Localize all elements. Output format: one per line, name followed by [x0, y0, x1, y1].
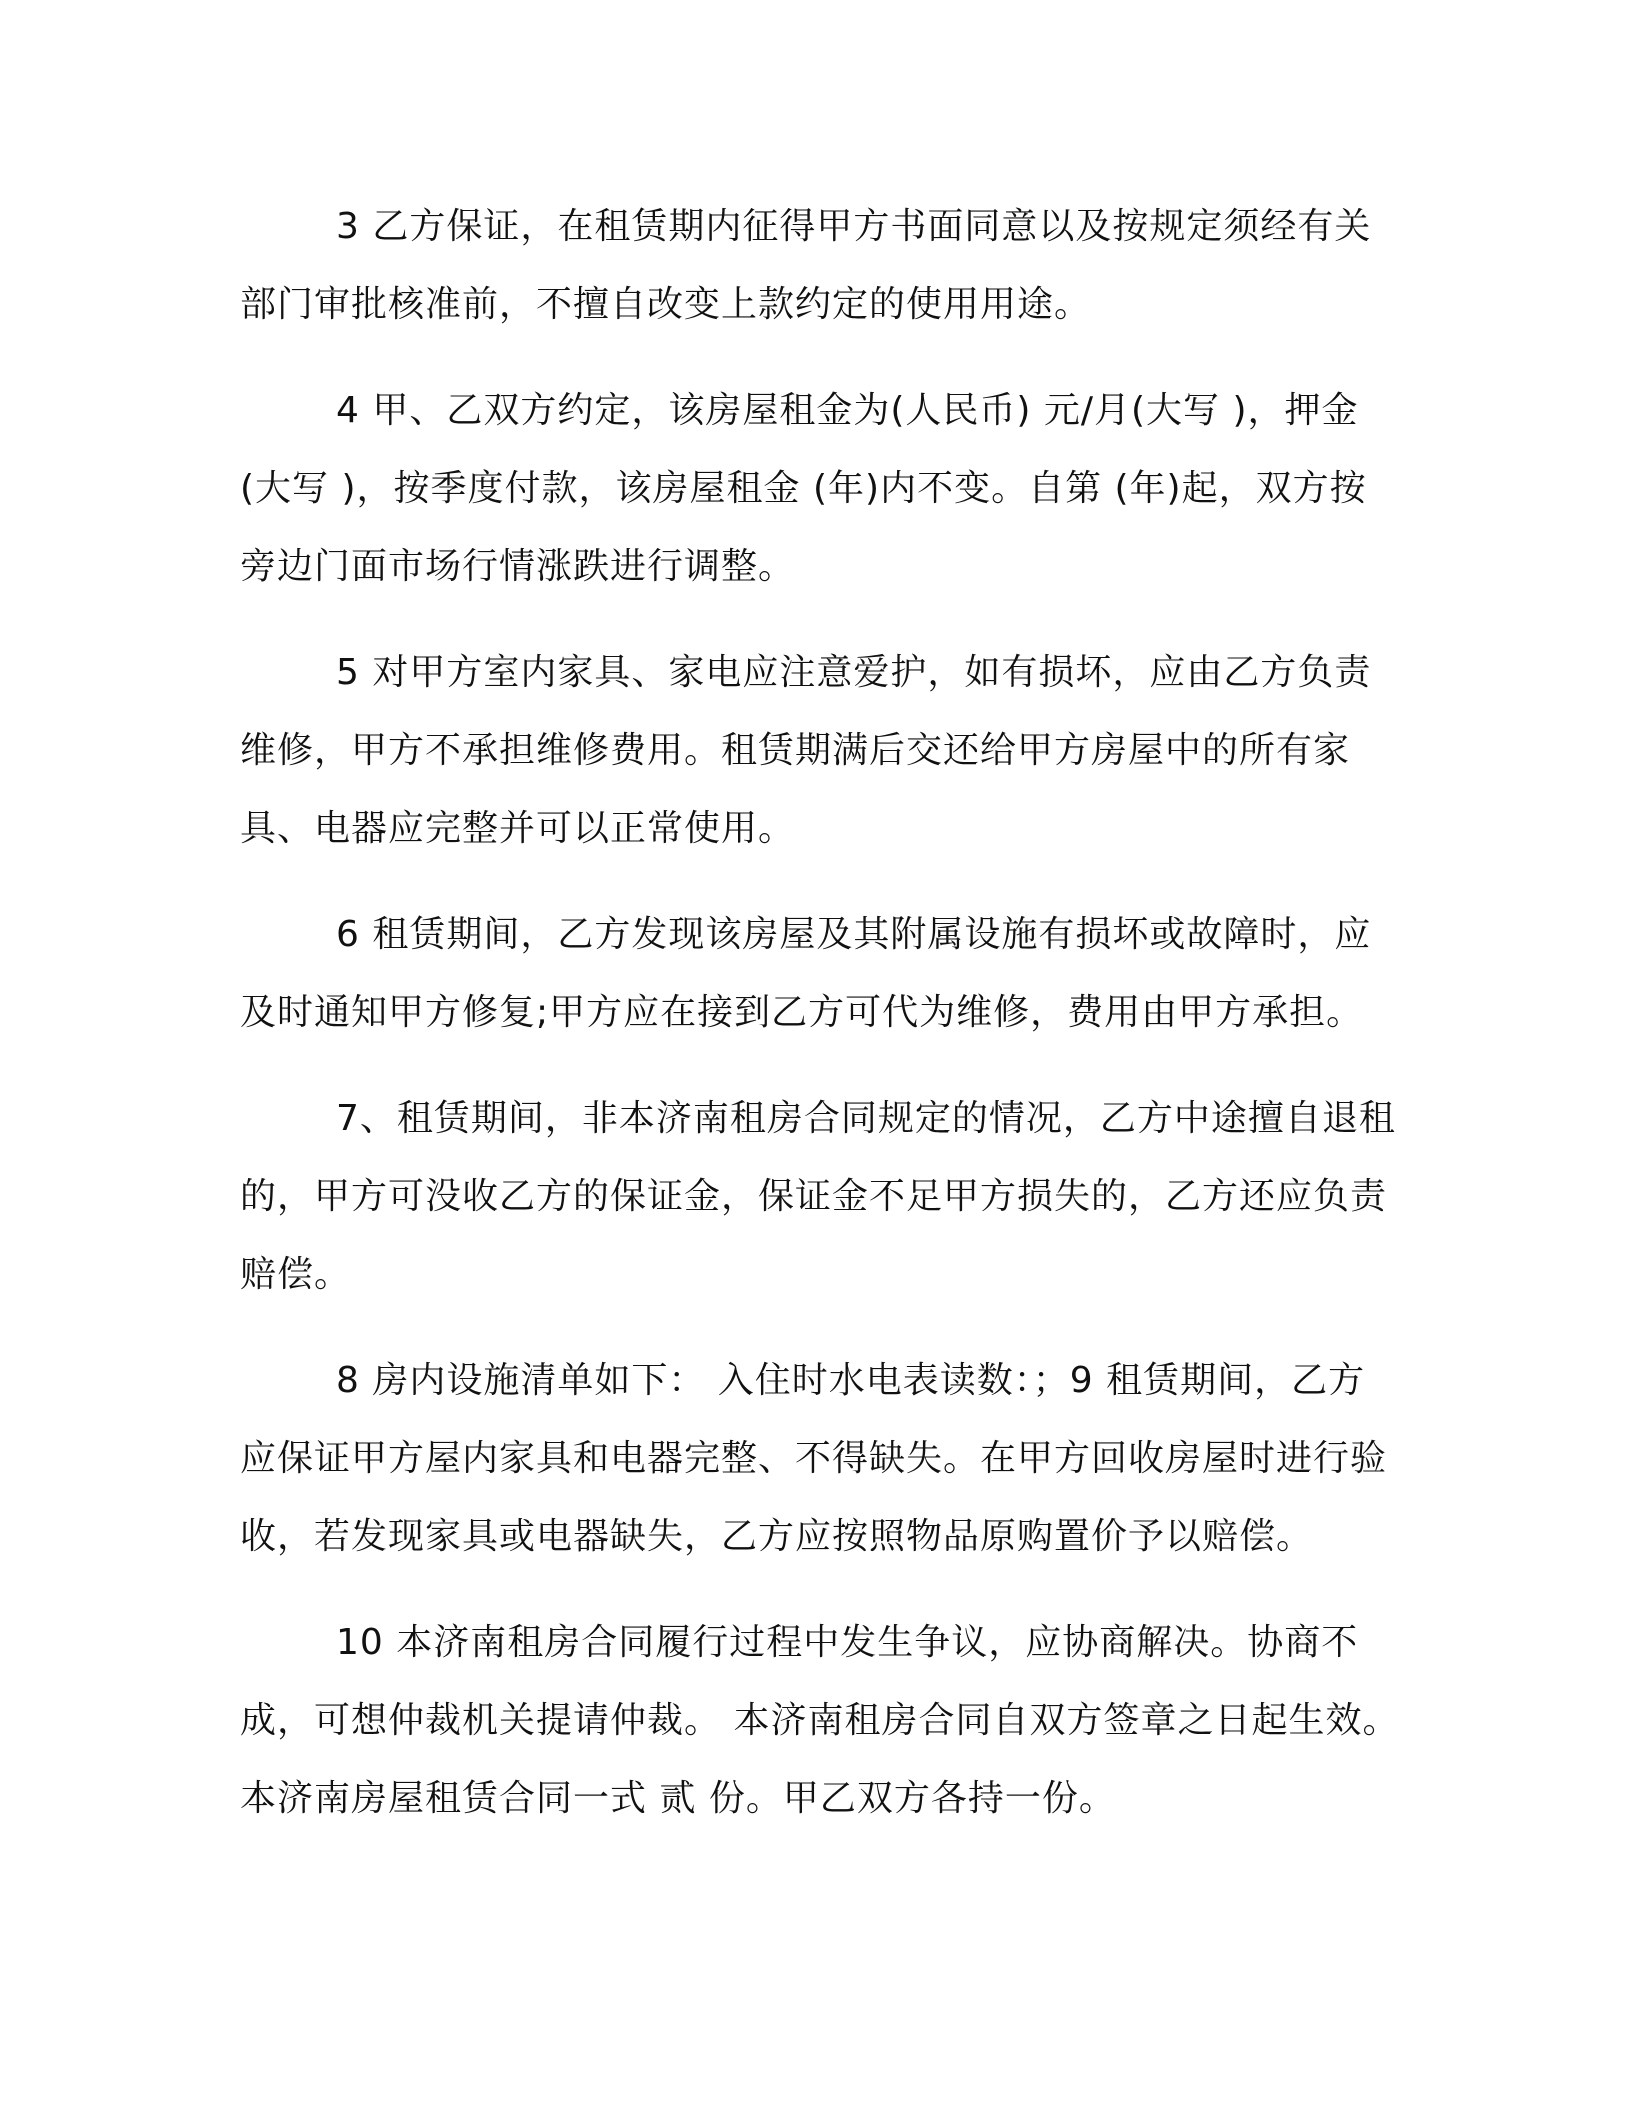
clause-4-paragraph: 4 甲、乙双方约定，该房屋租金为(人民币) 元/月(大写 )，押金(大写 )，按季度付款，该房屋租金 (年)内不变。自第 (年)起，双方按旁边门面市场行情涨跌进行调整。 [240, 390, 1367, 587]
document-body [240, 188, 1400, 1866]
clause-3-paragraph: 3 乙方保证，在租赁期内征得甲方书面同意以及按规定须经有关部门审批核准前，不擅自改变上款约定的使用用途。 [240, 206, 1372, 325]
clause-5-paragraph: 5 对甲方室内家具、家电应注意爱护，如有损坏，应由乙方负责维修，甲方不承担维修费用。租赁期满后交还给甲方房屋中的所有家具、电器应完整并可以正常使用。 [240, 652, 1372, 849]
clause-6-paragraph: 6 租赁期间，乙方发现该房屋及其附属设施有损坏或故障时，应及时通知甲方修复;甲方应在接到乙方可代为维修，费用由甲方承担。 [240, 914, 1372, 1033]
clause-10-paragraph: 10 本济南租房合同履行过程中发生争议，应协商解决。协商不成，可想仲裁机关提请仲裁。 本济南租房合同自双方签章之日起生效。本济南房屋租赁合同一式 贰 份。甲乙双方各持一份。 [240, 1622, 1400, 1819]
clause-8-9-paragraph: 8 房内设施清单如下： 入住时水电表读数：；9 租赁期间，乙方应保证甲方屋内家具和电器完整、不得缺失。在甲方回收房屋时进行验收，若发现家具或电器缺失，乙方应按照物品原购置价予以赔偿。 [240, 1360, 1388, 1557]
clause-7-paragraph: 7、租赁期间，非本济南租房合同规定的情况，乙方中途擅自退租的，甲方可没收乙方的保证金，保证金不足甲方损失的，乙方还应负责赔偿。 [240, 1098, 1396, 1295]
